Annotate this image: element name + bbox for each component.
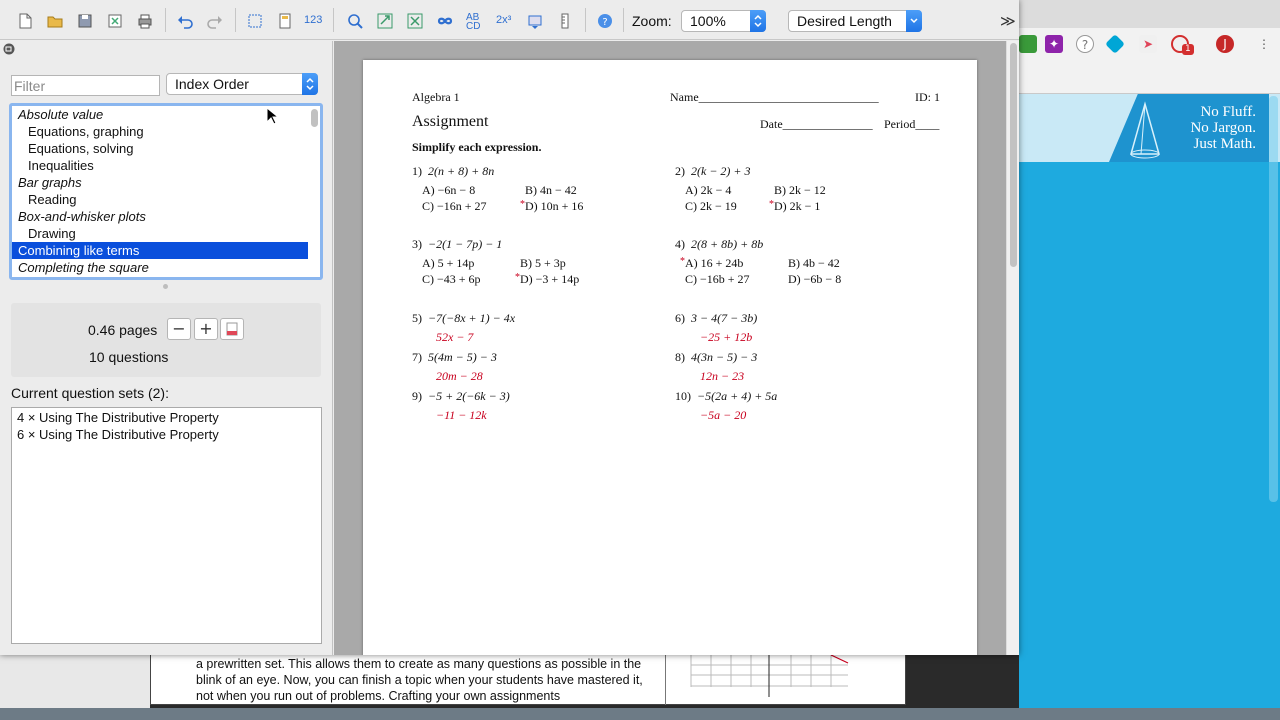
instructions: Simplify each expression. [412, 140, 542, 154]
topic-item[interactable]: Equations, graphing [28, 124, 144, 139]
chevron-updown-icon [302, 73, 318, 95]
choice: D) −6b − 8 [788, 272, 842, 286]
topic-item-selected[interactable]: Combining like terms [12, 242, 308, 259]
choice: A) 5 + 14p [422, 256, 475, 270]
preview-scrollbar[interactable] [1006, 41, 1019, 655]
browser-tab-strip [1019, 0, 1280, 28]
answer: 12n − 23 [700, 369, 745, 383]
worksheet-page [363, 60, 977, 655]
toolbar-separator [235, 8, 236, 32]
zoom-value: 100% [690, 13, 726, 29]
choice: C) −16b + 27 [685, 272, 750, 286]
choice: A) 16 + 24b [685, 256, 744, 270]
choice: C) 2k − 19 [685, 199, 737, 213]
question-number: 4) [675, 237, 685, 251]
date-field: Date_______________ [760, 117, 873, 131]
correct-marker: * [680, 256, 685, 267]
help-icon[interactable] [596, 12, 614, 30]
extension-green-icon[interactable] [1019, 35, 1037, 53]
infinity-icon[interactable] [436, 12, 454, 30]
choice: D) −3 + 14p [520, 272, 580, 286]
svg-text:?: ? [602, 17, 608, 28]
choice: A) −6n − 8 [422, 183, 476, 197]
browser-menu-icon[interactable]: ⋮ [1258, 37, 1270, 51]
topic-list[interactable] [9, 103, 323, 280]
choice: B) 4n − 42 [525, 183, 577, 197]
abc-icon[interactable]: AB CD [466, 12, 481, 32]
worksheet-preview[interactable] [334, 41, 1006, 655]
page-fill-button[interactable] [220, 318, 244, 340]
properties-icon[interactable] [526, 12, 544, 30]
power-icon[interactable]: 2x³ [496, 14, 512, 26]
ruler-icon[interactable] [556, 12, 574, 30]
question-expression: −7(−8x + 1) − 4x [428, 311, 516, 325]
toolbar-overflow-icon[interactable]: ≫ [1000, 12, 1016, 30]
mouse-cursor-icon [266, 107, 278, 125]
question-expression: −5 + 2(−6k − 3) [428, 389, 510, 403]
topic-item[interactable]: Inequalities [28, 158, 94, 173]
length-mode-value: Desired Length [797, 13, 892, 29]
name-field: Name______________________________ [670, 90, 879, 104]
zoom-label: Zoom: [632, 13, 672, 29]
find-icon[interactable] [346, 12, 364, 30]
choice: C) −16n + 27 [422, 199, 487, 213]
print-icon[interactable] [136, 12, 154, 30]
restore-panel-icon[interactable] [3, 43, 15, 55]
question-number: 9) [412, 389, 422, 403]
choice: B) 5 + 3p [520, 256, 566, 270]
length-mode-select[interactable] [788, 10, 922, 32]
numbering-icon[interactable]: 123 [304, 14, 323, 26]
background-graph-thumbnail [665, 655, 875, 705]
choice: B) 4b − 42 [788, 256, 840, 270]
choice: C) −43 + 6p [422, 272, 481, 286]
question-expression: −5(2a + 4) + 5a [697, 389, 778, 403]
select-icon[interactable] [246, 12, 264, 30]
question-expression: 4(3n − 5) − 3 [691, 350, 758, 364]
filter-input[interactable] [11, 75, 160, 96]
answer: −25 + 12b [700, 330, 753, 344]
question-expression: 2(n + 8) + 8n [428, 164, 495, 178]
regenerate-all-icon[interactable] [406, 12, 424, 30]
save-icon[interactable] [76, 12, 94, 30]
correct-marker: * [769, 199, 774, 210]
background-browser-window [1019, 0, 1280, 720]
notification-badge: 1 [1182, 44, 1194, 55]
question-expression: 5(4m − 5) − 3 [428, 350, 497, 364]
order-select[interactable] [166, 73, 318, 95]
chevron-down-icon [906, 10, 922, 32]
toolbar-separator [333, 8, 334, 32]
question-set-item[interactable]: 6 × Using The Distributive Property [17, 427, 219, 442]
toolbar-separator [165, 8, 166, 32]
toolbar-separator [585, 8, 586, 32]
question-number: 3) [412, 237, 422, 251]
assignment-title: Assignment [412, 113, 489, 130]
chevron-updown-icon [750, 10, 766, 32]
browser-extension-bar [1019, 28, 1280, 94]
regenerate-icon[interactable] [376, 12, 394, 30]
choice: D) 10n + 16 [525, 199, 584, 213]
browser-scrollbar[interactable] [1269, 96, 1278, 502]
topic-category[interactable]: Completing the square [18, 260, 149, 275]
topic-item[interactable]: Reading [28, 192, 77, 207]
background-page-margin [0, 655, 150, 710]
zoom-select[interactable] [681, 10, 766, 32]
question-expression: −2(1 − 7p) − 1 [428, 237, 503, 251]
undo-icon[interactable] [176, 12, 194, 30]
new-icon[interactable] [16, 12, 34, 30]
export-icon[interactable] [106, 12, 124, 30]
answer: 52x − 7 [436, 330, 474, 344]
topic-category[interactable]: Absolute value [18, 107, 104, 122]
answer: −5a − 20 [700, 408, 747, 422]
question-number: 6) [675, 311, 685, 325]
correct-marker: * [515, 272, 520, 283]
topic-item[interactable]: Equations, solving [28, 141, 134, 156]
background-article-text: a prewritten set. This allows them to create as many questions as possible in the blink of an eye. Now, you can finish a topic when your students have mastered it, not when you run out of problems. Crafting your own assignments [196, 657, 643, 703]
question-sets-list[interactable] [11, 407, 322, 644]
correct-marker: * [520, 199, 525, 210]
question-number: 7) [412, 350, 422, 364]
extension-help-icon[interactable]: ? [1076, 35, 1094, 53]
id-label: ID: 1 [915, 90, 940, 104]
topic-list-scrollbar[interactable] [311, 109, 318, 127]
splitter-handle[interactable] [163, 284, 168, 289]
toolbar [0, 0, 1019, 40]
question-count: 10 questions [89, 349, 169, 365]
dock [0, 708, 1280, 720]
course-title: Algebra 1 [412, 90, 460, 104]
page-count: 0.46 pages [88, 322, 158, 338]
question-number: 1) [412, 164, 422, 178]
period-field: Period____ [884, 117, 940, 131]
extension-arrow-icon[interactable]: ➤ [1139, 35, 1157, 53]
question-set-item[interactable]: 4 × Using The Distributive Property [17, 410, 219, 425]
preview-scrollbar-thumb[interactable] [1010, 43, 1017, 267]
question-number: 10) [675, 389, 691, 403]
question-sets-label: Current question sets (2): [11, 385, 169, 401]
question-number: 2) [675, 164, 685, 178]
redo-icon[interactable] [206, 12, 224, 30]
choice: D) 2k − 1 [774, 199, 821, 213]
extension-puzzle-icon[interactable]: ✦ [1045, 35, 1063, 53]
choice: A) 2k − 4 [685, 183, 732, 197]
increase-button[interactable]: + [194, 318, 218, 340]
topic-item[interactable]: Drawing [28, 226, 76, 241]
topic-category[interactable]: Box-and-whisker plots [18, 209, 146, 224]
answer: −11 − 12k [436, 408, 487, 422]
question-number: 5) [412, 311, 422, 325]
page-icon[interactable] [276, 12, 294, 30]
stats-panel [11, 303, 321, 377]
question-number: 8) [675, 350, 685, 364]
site-tagline: No Fluff. No Jargon. Just Math. [1190, 104, 1256, 152]
topic-category[interactable]: Bar graphs [18, 175, 82, 190]
question-expression: 2(k − 2) + 3 [691, 164, 751, 178]
order-select-value: Index Order [175, 76, 249, 92]
sidebar [0, 41, 333, 655]
toolbar-separator [623, 8, 624, 32]
extension-block-icon[interactable] [1171, 35, 1189, 53]
decrease-button[interactable]: − [167, 318, 191, 340]
choice: B) 2k − 12 [774, 183, 826, 197]
open-icon[interactable] [46, 12, 64, 30]
question-expression: 3 − 4(7 − 3b) [691, 311, 758, 325]
profile-avatar[interactable]: J [1216, 35, 1234, 53]
answer: 20m − 28 [436, 369, 483, 383]
question-expression: 2(8 + 8b) + 8b [691, 237, 764, 251]
extension-diamond-icon[interactable] [1105, 34, 1125, 54]
